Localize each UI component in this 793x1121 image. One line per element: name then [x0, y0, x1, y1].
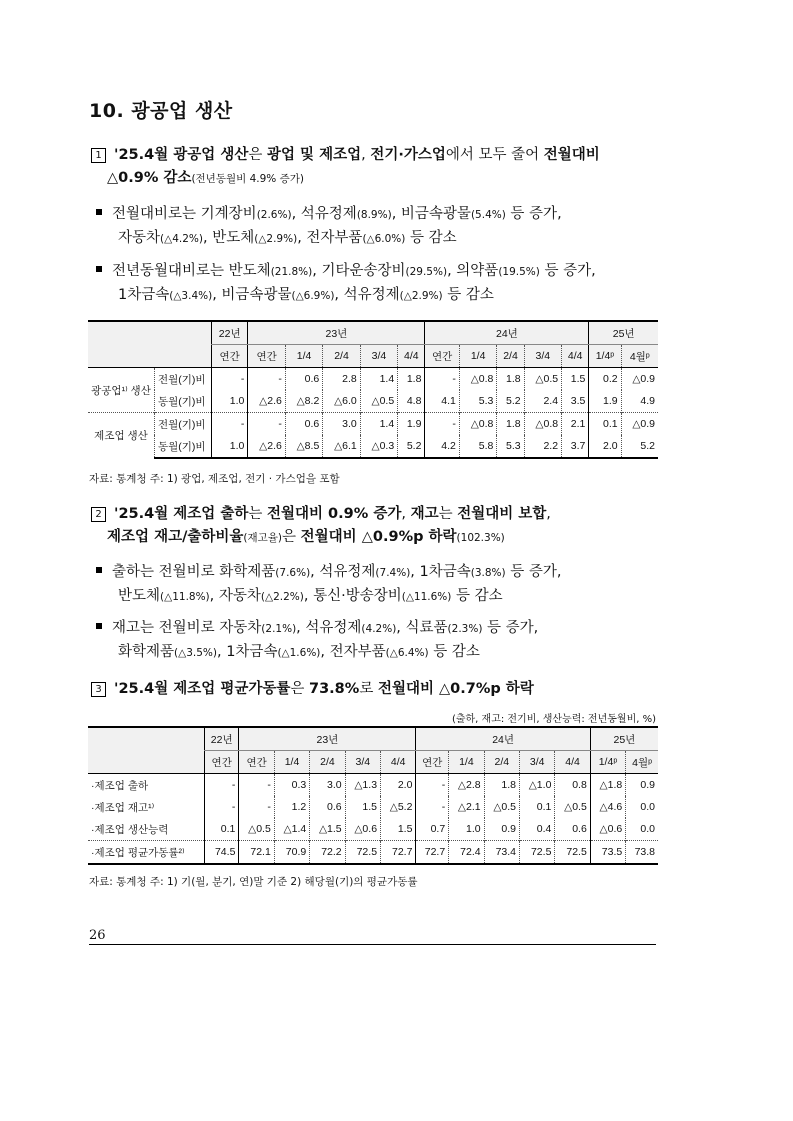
bullet-text: , 식료품 — [396, 620, 448, 636]
header-year: 23년 — [248, 321, 425, 345]
bullet-1-1 — [96, 203, 686, 251]
bullet-figure: (2.3%) — [447, 623, 483, 635]
header-year: 22년 — [212, 321, 248, 345]
bullet-text: 등 감소 — [428, 644, 480, 660]
value-cell: 1.8 — [497, 413, 524, 436]
value-cell: 70.9 — [274, 841, 309, 865]
bullet-text: 1차금속 — [118, 287, 170, 303]
table-2-source: 자료: 통계청 주: 1) 기(월, 분기, 연)말 기준 2) 해당월(기)의 평균가동률 — [89, 876, 418, 888]
bullet-figure: (△2.2%) — [260, 591, 304, 603]
bullet-figure: (△3.4%) — [169, 290, 213, 302]
value-cell: 0.2 — [589, 368, 621, 391]
value-cell: △2.8 — [449, 774, 484, 797]
bullet-text: , 석유정제 — [334, 287, 400, 303]
bullet-text: 출하는 전월비로 화학제품 — [112, 564, 276, 580]
value-cell: 0.1 — [205, 818, 239, 841]
bullet-text: 전월대비로는 기계장비 — [112, 206, 257, 222]
header-period: 4/4 — [398, 345, 425, 368]
bullet-figure: (7.4%) — [375, 567, 411, 579]
value-cell: 0.9 — [626, 774, 658, 797]
header-period: 3/4 — [360, 345, 397, 368]
value-cell: 3.5 — [562, 390, 589, 413]
bullet-2-1 — [96, 561, 686, 609]
value-cell: 5.2 — [398, 435, 425, 458]
bullet-figure: (19.5%) — [498, 266, 540, 278]
header-period: 연간 — [425, 345, 459, 368]
bullet-text: 등 증가, — [539, 263, 596, 279]
row-label: ·제조업 평균가동률²⁾ — [88, 841, 205, 865]
bullet-figure: (29.5%) — [405, 266, 448, 278]
value-cell: - — [212, 368, 248, 391]
value-cell: 72.5 — [555, 841, 590, 865]
header-period: 연간 — [212, 345, 248, 368]
header-period: 1/4 — [449, 751, 484, 774]
value-cell: - — [239, 774, 274, 797]
value-cell: 73.4 — [484, 841, 519, 865]
value-cell: △1.0 — [520, 774, 555, 797]
header-period: 2/4 — [484, 751, 519, 774]
header-period: 3/4 — [524, 345, 561, 368]
section-title: 10. 광공업 생산 — [89, 100, 233, 122]
row-group-label: 광공업¹⁾ 생산 — [91, 384, 151, 397]
value-cell: 0.6 — [285, 413, 322, 436]
row-label: 전월(기)비 — [155, 368, 212, 391]
value-cell: △4.6 — [590, 796, 625, 818]
bullet-figure: (△4.2%) — [160, 233, 203, 245]
header-period: 2/4 — [497, 345, 524, 368]
value-cell: - — [416, 796, 449, 818]
headline-1: 1 '25.4월 광공업 생산은 광업 및 제조업, 전기·가스업에서 모두 줄어 전월대비 △0.9% 감소(전년동월비 4.9% 증가) — [91, 144, 691, 191]
value-cell: 72.7 — [381, 841, 416, 865]
table-row — [88, 841, 658, 865]
value-cell: 5.3 — [459, 390, 496, 413]
value-cell: - — [205, 796, 239, 818]
value-cell: △6.1 — [323, 435, 360, 458]
table-row — [88, 774, 658, 797]
header-period: 4/4 — [381, 751, 416, 774]
value-cell: 3.0 — [323, 413, 360, 436]
value-cell: 3.0 — [310, 774, 345, 797]
row-label: 동월(기)비 — [155, 390, 212, 413]
section-number-box: 3 — [91, 682, 106, 697]
header-period: 4/4 — [555, 751, 590, 774]
value-cell: △5.2 — [381, 796, 416, 818]
value-cell: △0.8 — [459, 413, 496, 436]
value-cell: 74.5 — [205, 841, 239, 865]
bullet-text: , 석유정제 — [291, 206, 357, 222]
value-cell: △0.5 — [555, 796, 590, 818]
section-number-box: 2 — [91, 507, 106, 522]
value-cell: 0.8 — [555, 774, 590, 797]
bullet-text: 등 감소 — [442, 287, 494, 303]
bullet-text: , 비금속광물 — [212, 287, 292, 303]
table-row — [88, 413, 658, 436]
header-year: 22년 — [205, 727, 239, 751]
value-cell: △1.8 — [590, 774, 625, 797]
value-cell: 72.7 — [416, 841, 449, 865]
section-number-box: 1 — [91, 148, 106, 163]
bullet-1-2 — [96, 260, 686, 308]
bullet-text: , 기타운송장비 — [312, 263, 406, 279]
value-cell: 72.1 — [239, 841, 274, 865]
bullet-text: , 전자부품 — [320, 644, 386, 660]
bullet-figure: (8.9%) — [356, 209, 392, 221]
value-cell: △0.8 — [524, 413, 561, 436]
value-cell: 0.4 — [520, 818, 555, 841]
value-cell: - — [205, 774, 239, 797]
header-period: 1/4 — [285, 345, 322, 368]
table-2-unit: (출하, 재고: 전기비, 생산능력: 전년동월비, %) — [451, 714, 656, 725]
footer-rule — [89, 944, 656, 945]
value-cell: 1.0 — [212, 435, 248, 458]
bullet-text: 화학제품 — [118, 644, 175, 660]
value-cell: 4.8 — [398, 390, 425, 413]
bullet-icon — [96, 567, 102, 573]
bullet-figure: (2.1%) — [261, 623, 297, 635]
value-cell: 0.1 — [589, 413, 621, 436]
header-year: 24년 — [425, 321, 589, 345]
value-cell: 0.7 — [416, 818, 449, 841]
value-cell: - — [248, 368, 285, 391]
value-cell: 2.8 — [323, 368, 360, 391]
header-period: 2/4 — [323, 345, 360, 368]
header-year: 23년 — [239, 727, 416, 751]
value-cell: 2.4 — [524, 390, 561, 413]
value-cell: 5.8 — [459, 435, 496, 458]
bullet-figure: (4.2%) — [361, 623, 397, 635]
value-cell: - — [239, 796, 274, 818]
header-year: 24년 — [416, 727, 590, 751]
header-period: 연간 — [205, 751, 239, 774]
value-cell: △1.3 — [345, 774, 380, 797]
row-label: 전월(기)비 — [155, 413, 212, 436]
bullet-icon — [96, 209, 102, 215]
value-cell: 72.2 — [310, 841, 345, 865]
header-year: 25년 — [589, 321, 658, 345]
header-year: 25년 — [590, 727, 658, 751]
value-cell: - — [425, 368, 459, 391]
value-cell: 1.9 — [398, 413, 425, 436]
value-cell: △0.5 — [524, 368, 561, 391]
bullet-figure: (△1.6%) — [277, 647, 321, 659]
row-label: 동월(기)비 — [155, 435, 212, 458]
bullet-text: 자동차 — [118, 230, 161, 246]
value-cell: 1.8 — [497, 368, 524, 391]
row-label: ·제조업 출하 — [91, 779, 149, 792]
value-cell: - — [416, 774, 449, 797]
value-cell: 0.3 — [274, 774, 309, 797]
value-cell: 4.9 — [621, 390, 658, 413]
header-row-years — [88, 727, 658, 751]
table-1-source: 자료: 통계청 주: 1) 광업, 제조업, 전기 · 가스업을 포함 — [89, 473, 340, 485]
bullet-figure: (△6.9%) — [291, 290, 335, 302]
value-cell: 5.2 — [497, 390, 524, 413]
value-cell: - — [425, 413, 459, 436]
bullet-figure: (7.6%) — [275, 567, 311, 579]
bullet-icon — [96, 266, 102, 272]
bullet-text: 등 감소 — [405, 230, 457, 246]
value-cell: 72.5 — [345, 841, 380, 865]
value-cell: 0.9 — [484, 818, 519, 841]
header-period: 3/4 — [520, 751, 555, 774]
bullet-text: 등 감소 — [451, 588, 503, 604]
header-period: 3/4 — [345, 751, 380, 774]
value-cell: △6.0 — [323, 390, 360, 413]
bullet-figure: (21.8%) — [270, 266, 313, 278]
row-group-label: 제조업 생산 — [88, 413, 155, 459]
header-period: 4월ᵖ — [621, 345, 658, 368]
value-cell: △0.5 — [360, 390, 397, 413]
value-cell: 2.0 — [589, 435, 621, 458]
bullet-figure: (5.4%) — [470, 209, 506, 221]
value-cell: △8.2 — [285, 390, 322, 413]
header-period: 4/4 — [562, 345, 589, 368]
bullet-icon — [96, 623, 102, 629]
value-cell: △0.9 — [621, 413, 658, 436]
header-period: 연간 — [239, 751, 274, 774]
value-cell: △0.3 — [360, 435, 397, 458]
value-cell: 1.8 — [398, 368, 425, 391]
bullet-text: , 의약품 — [447, 263, 499, 279]
bullet-text: , 반도체 — [202, 230, 255, 246]
header-period: 1/4ᵖ — [590, 751, 625, 774]
headline-2: 2 '25.4월 제조업 출하는 전월대비 0.9% 증가, 재고는 전월대비 보합, 제조업 재고/출하비율(재고율)은 전월대비 △0.9%p 하락(102.3%) — [91, 503, 691, 550]
value-cell: 1.5 — [345, 796, 380, 818]
header-period: 연간 — [248, 345, 285, 368]
value-cell: 0.0 — [626, 796, 658, 818]
bullet-figure: (△2.9%) — [254, 233, 298, 245]
bullet-figure: (△6.0%) — [362, 233, 406, 245]
value-cell: △1.4 — [274, 818, 309, 841]
value-cell: 5.2 — [621, 435, 658, 458]
value-cell: 0.6 — [285, 368, 322, 391]
value-cell: △2.6 — [248, 435, 285, 458]
headline-3: 3 '25.4월 제조업 평균가동률은 73.8%로 전월대비 △0.7%p 하락 — [91, 678, 691, 701]
value-cell: △0.6 — [590, 818, 625, 841]
header-corner — [88, 727, 205, 774]
value-cell: △2.1 — [449, 796, 484, 818]
bullet-text: , 통신·방송장비 — [303, 588, 402, 604]
bullet-figure: (△11.6%) — [401, 591, 452, 603]
value-cell: 0.6 — [555, 818, 590, 841]
header-row-years — [88, 321, 658, 345]
value-cell: 4.2 — [425, 435, 459, 458]
value-cell: 73.5 — [590, 841, 625, 865]
bullet-text: , 석유정제 — [296, 620, 362, 636]
bullet-text: 반도체 — [118, 588, 161, 604]
header-period: 2/4 — [310, 751, 345, 774]
header-period: 4월ᵖ — [626, 751, 658, 774]
bullet-text: , 1차금속 — [216, 644, 278, 660]
value-cell: 0.0 — [626, 818, 658, 841]
header-corner — [88, 321, 212, 368]
bullet-text: 등 증가, — [482, 620, 539, 636]
bullet-text: , 석유정제 — [310, 564, 376, 580]
header-period: 1/4 — [459, 345, 496, 368]
bullet-text: , 비금속광물 — [391, 206, 471, 222]
value-cell: 2.0 — [381, 774, 416, 797]
production-table — [88, 320, 658, 459]
operation-rate-table — [88, 726, 658, 865]
bullet-figure: (△2.9%) — [399, 290, 443, 302]
value-cell: 1.5 — [381, 818, 416, 841]
bullet-figure: (3.8%) — [470, 567, 506, 579]
value-cell: - — [248, 413, 285, 436]
value-cell: 73.8 — [626, 841, 658, 865]
value-cell: 1.2 — [274, 796, 309, 818]
value-cell: 2.1 — [562, 413, 589, 436]
table-row — [88, 796, 658, 818]
page-number: 26 — [89, 928, 106, 943]
table-row — [88, 435, 658, 458]
value-cell: 1.0 — [449, 818, 484, 841]
bullet-figure: (△6.4%) — [385, 647, 429, 659]
bullet-text: 등 증가, — [505, 206, 562, 222]
value-cell: 1.0 — [212, 390, 248, 413]
value-cell: △0.9 — [621, 368, 658, 391]
value-cell: 4.1 — [425, 390, 459, 413]
bullet-figure: (△11.8%) — [160, 591, 210, 603]
bullet-text: , 1차금속 — [410, 564, 471, 580]
bullet-2-2 — [96, 617, 686, 665]
bullet-text: 전년동월대비로는 반도체 — [112, 263, 271, 279]
table-row — [88, 390, 658, 413]
value-cell: △8.5 — [285, 435, 322, 458]
value-cell: △1.5 — [310, 818, 345, 841]
value-cell: 1.4 — [360, 413, 397, 436]
value-cell: △0.5 — [239, 818, 274, 841]
header-period: 1/4ᵖ — [589, 345, 621, 368]
row-label: ·제조업 재고¹⁾ — [91, 801, 155, 814]
value-cell: 1.8 — [484, 774, 519, 797]
table-row — [88, 368, 658, 391]
value-cell: 1.9 — [589, 390, 621, 413]
value-cell: 0.1 — [520, 796, 555, 818]
value-cell: 5.3 — [497, 435, 524, 458]
value-cell: △2.6 — [248, 390, 285, 413]
value-cell: 72.4 — [449, 841, 484, 865]
table-row — [88, 818, 658, 841]
bullet-text: 재고는 전월비로 자동차 — [112, 620, 262, 636]
bullet-text: 등 증가, — [505, 564, 562, 580]
value-cell: △0.5 — [484, 796, 519, 818]
value-cell: 3.7 — [562, 435, 589, 458]
header-period: 연간 — [416, 751, 449, 774]
bullet-figure: (△3.5%) — [174, 647, 217, 659]
value-cell: △0.6 — [345, 818, 380, 841]
bullet-text: , 자동차 — [209, 588, 261, 604]
value-cell: 72.5 — [520, 841, 555, 865]
bullet-text: , 전자부품 — [297, 230, 363, 246]
bullet-figure: (2.6%) — [256, 209, 292, 221]
value-cell: - — [212, 413, 248, 436]
row-label: ·제조업 생산능력 — [91, 823, 169, 836]
value-cell: 1.5 — [562, 368, 589, 391]
value-cell: 1.4 — [360, 368, 397, 391]
header-period: 1/4 — [274, 751, 309, 774]
value-cell: 2.2 — [524, 435, 561, 458]
value-cell: 0.6 — [310, 796, 345, 818]
value-cell: △0.8 — [459, 368, 496, 391]
